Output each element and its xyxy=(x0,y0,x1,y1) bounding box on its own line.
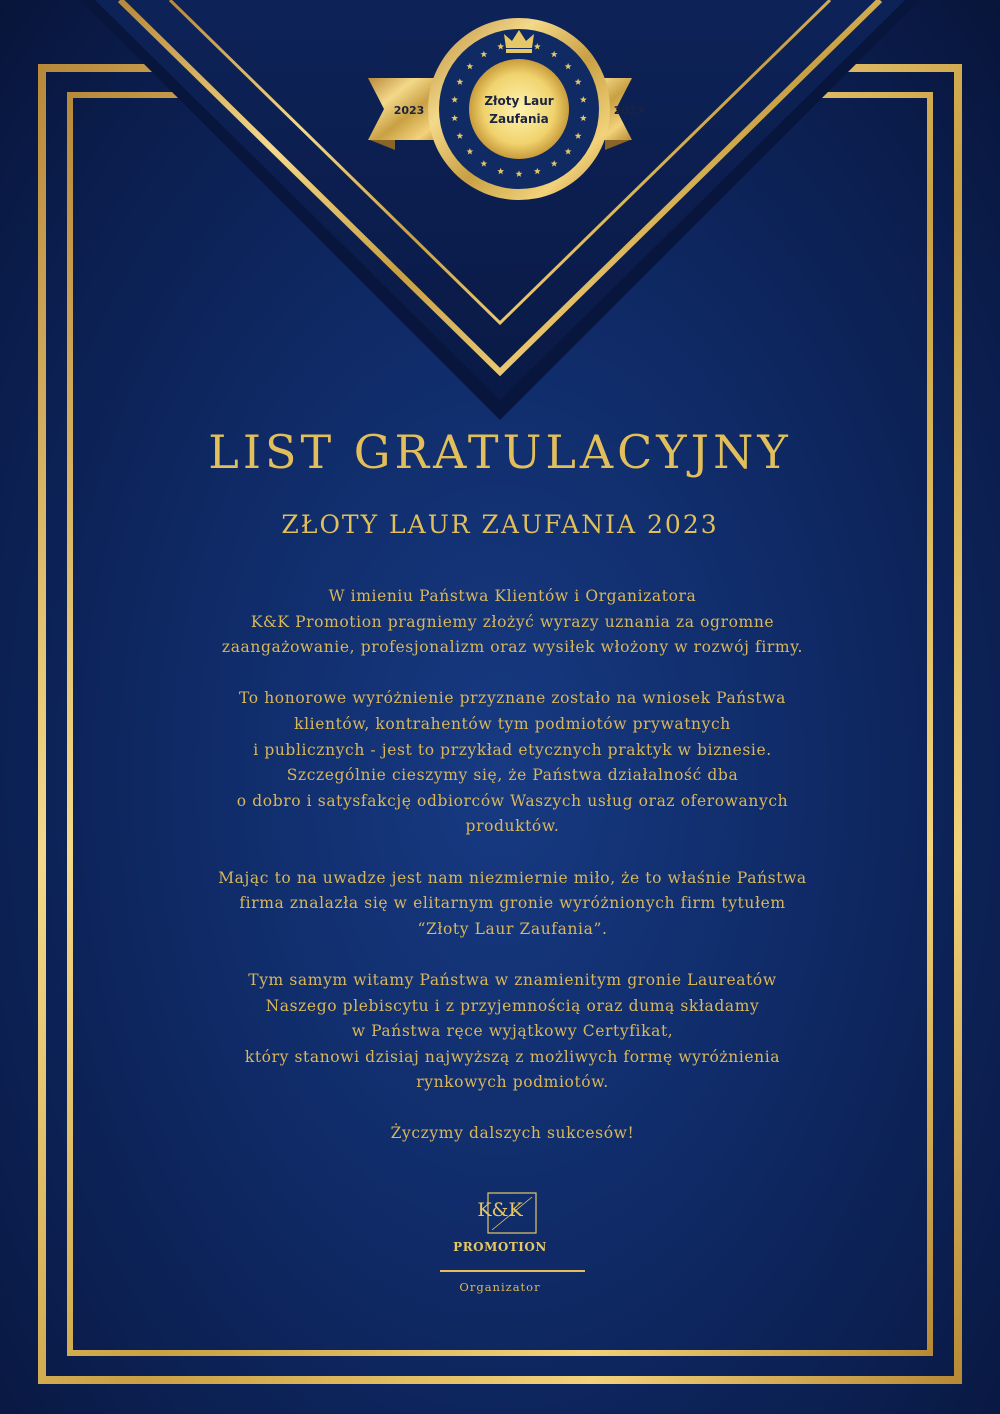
badge-name-line2: Zaufania xyxy=(489,112,549,126)
letter-line: w Państwa ręce wyjątkowy Certyfikat, xyxy=(351,1022,674,1041)
letter-line: i publicznych - jest to przykład etycznych praktyk w biznesie. xyxy=(253,740,772,759)
letter-paragraph xyxy=(160,584,865,661)
letter-line: rynkowych podmiotów. xyxy=(416,1073,609,1092)
letter-line: Szczególnie cieszymy się, że Państwa działalność dba xyxy=(286,766,739,785)
organizer-logo-mark: K&K xyxy=(477,1199,523,1221)
letter-line: Mając to na uwadze jest nam niezmiernie miło, że to właśnie Państwa xyxy=(218,868,807,887)
badge-year-left: 2023 xyxy=(393,104,425,117)
letter-line: klientów, kontrahentów tym podmiotów prywatnych xyxy=(294,714,731,733)
badge-name-line1: Złoty Laur xyxy=(484,94,554,108)
letter-title: LIST GRATULACYJNY xyxy=(208,425,792,479)
letter-line: produktów. xyxy=(465,817,560,836)
letter-line: W imieniu Państwa Klientów i Organizatora xyxy=(328,587,697,605)
badge-award-name xyxy=(469,92,569,128)
letter-paragraph xyxy=(160,1121,865,1147)
letter-line: firma znalazła się w elitarnym gronie wyróżnionych firm tytułem xyxy=(239,894,786,913)
letter-body xyxy=(160,584,865,1173)
letter-line: Życzymy dalszych sukcesów! xyxy=(390,1124,635,1143)
badge-year-right: 2023 xyxy=(613,104,645,117)
letter-line: Naszego plebiscytu i z przyjemnością oraz dumą składamy xyxy=(265,996,760,1015)
letter-paragraph xyxy=(160,866,865,943)
letter-line: K&K Promotion pragniemy złożyć wyrazy uznania za ogromne xyxy=(250,612,775,631)
organizer-caption: Organizator xyxy=(459,1280,541,1294)
letter-line: “Złoty Laur Zaufania”. xyxy=(417,919,608,938)
letter-line: o dobro i satysfakcję odbiorców Waszych usług oraz oferowanych xyxy=(236,791,789,810)
letter-subtitle: ZŁOTY LAUR ZAUFANIA 2023 xyxy=(281,510,719,539)
letter-line: To honorowe wyróżnienie przyznane zostało na wniosek Państwa xyxy=(239,689,786,708)
letter-paragraph xyxy=(160,968,865,1096)
letter-line: Tym samym witamy Państwa w znamienitym gronie Laureatów xyxy=(248,970,777,989)
letter-paragraph xyxy=(160,686,865,840)
letter-line: który stanowi dzisiaj najwyższą z możliwych formę wyróżnienia xyxy=(244,1047,781,1066)
organizer-logo-word: PROMOTION xyxy=(453,1240,547,1254)
letter-line: zaangażowanie, profesjonalizm oraz wysiłek włożony w rozwój firmy. xyxy=(221,638,804,657)
